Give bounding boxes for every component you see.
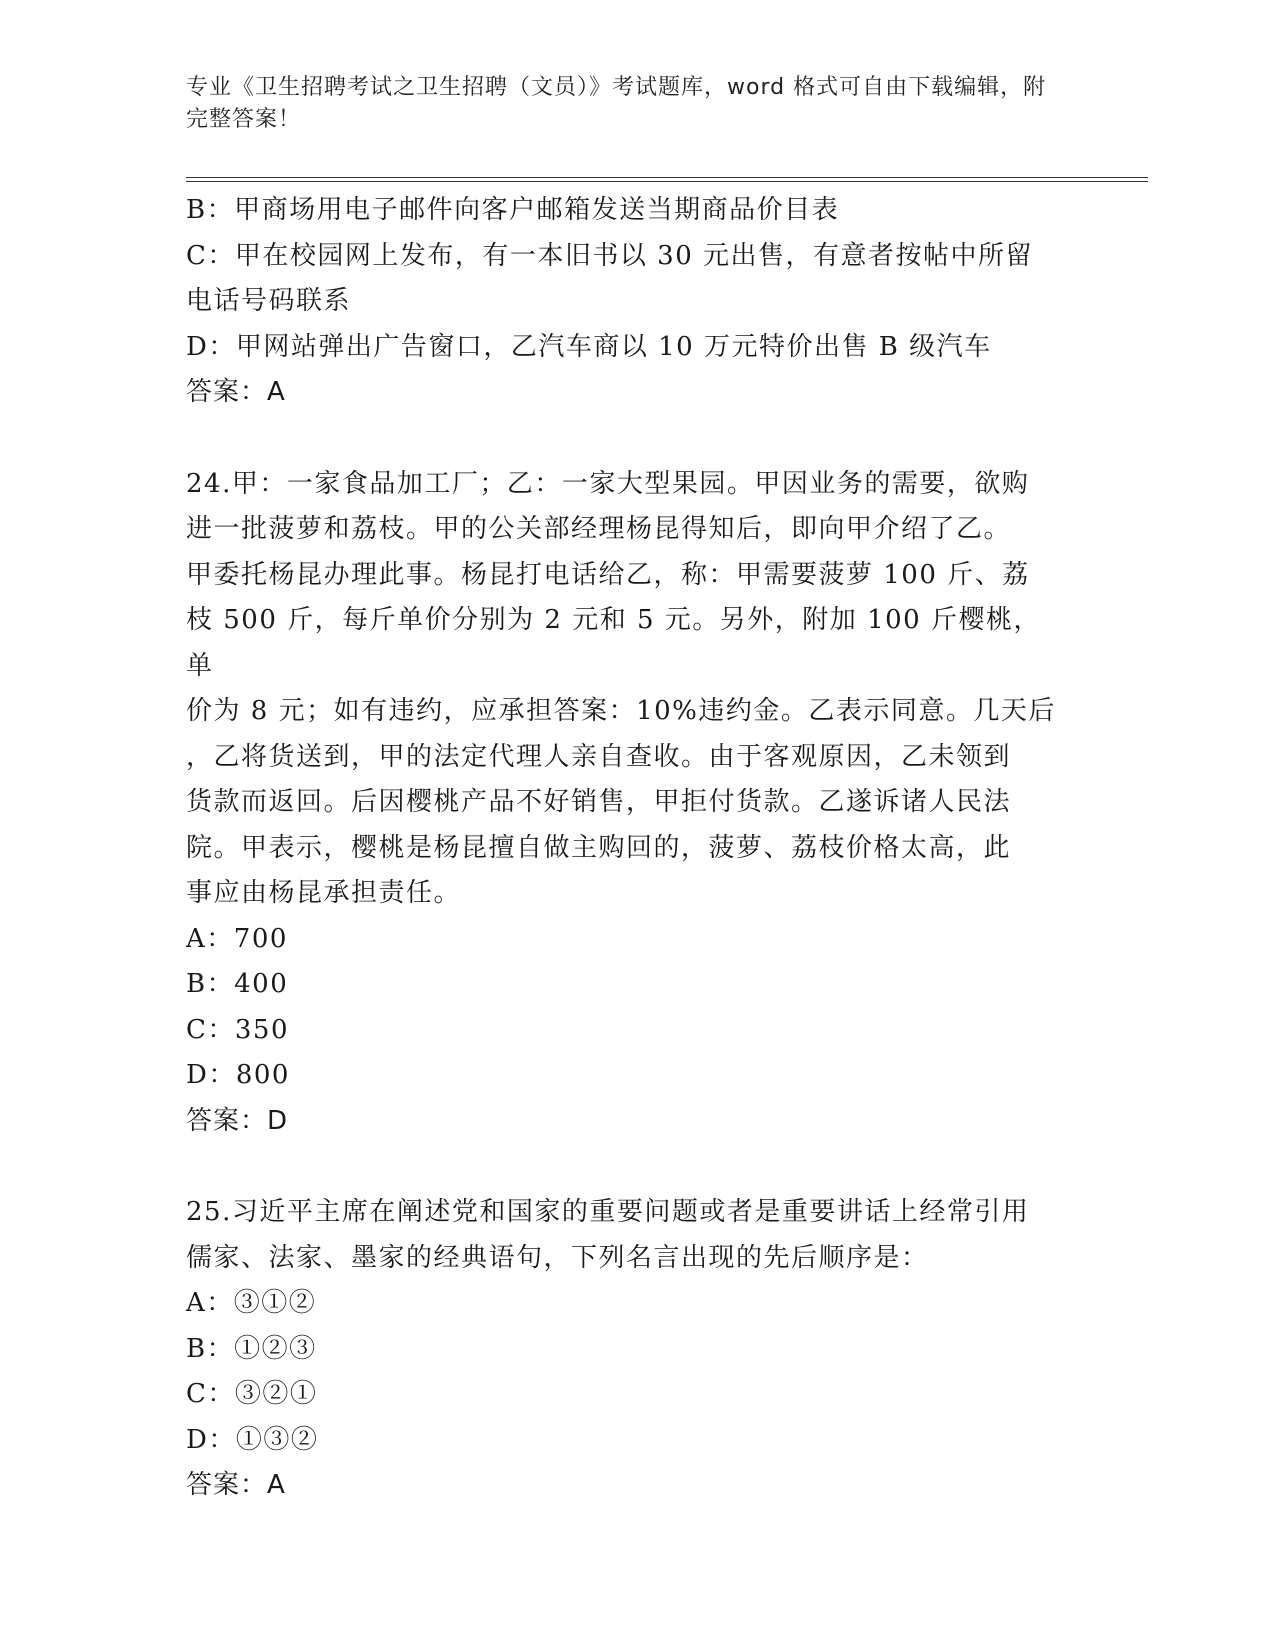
option-b: B：甲商场用电子邮件向客户邮箱发送当期商品价目表 bbox=[186, 195, 840, 225]
question-text-line: 24.甲：一家食品加工厂；乙：一家大型果园。甲因业务的需要，欲购 bbox=[186, 468, 1030, 499]
option-d: D：①③② bbox=[186, 1424, 319, 1455]
question-24 bbox=[186, 462, 1066, 1145]
question-text-line: 进一批菠萝和荔枝。甲的公关部经理杨昆得知后，即向甲介绍了乙。 bbox=[186, 514, 1012, 544]
question-text-line: 货款而返回。后因樱桃产品不好销售，甲拒付货款。乙遂诉诸人民法 bbox=[186, 787, 1012, 817]
spacer bbox=[186, 416, 1066, 462]
question-text-line: 价为 8 元；如有违约，应承担答案：10%违约金。乙表示同意。几天后 bbox=[186, 696, 1056, 726]
option-c: C：350 bbox=[186, 1014, 290, 1045]
question-text-line: 枝 500 斤，每斤单价分别为 2 元和 5 元。另外，附加 100 斤樱桃，单 bbox=[186, 605, 1041, 681]
question-23-continued bbox=[186, 188, 1066, 416]
option-c-line-2: 电话号码联系 bbox=[186, 286, 352, 316]
question-25 bbox=[186, 1190, 1066, 1509]
header-divider-bottom bbox=[186, 181, 1148, 182]
header-title: 专业《卫生招聘考试之卫生招聘（文员）》考试题库，word 格式可自由下载编辑，附完整答案！ bbox=[186, 75, 1047, 132]
answer: 答案：A bbox=[186, 1470, 286, 1500]
question-text-line: 25.习近平主席在阐述党和国家的重要问题或者是重要讲话上经常引用 bbox=[186, 1197, 1030, 1227]
option-c: C：③②① bbox=[186, 1379, 318, 1409]
question-text-line: 院。甲表示，樱桃是杨昆擅自做主购回的，菠萝、荔枝价格太高，此 bbox=[186, 832, 1012, 863]
spacer bbox=[186, 1144, 1066, 1190]
question-text-line: 事应由杨昆承担责任。 bbox=[186, 878, 462, 908]
question-text-line: ，乙将货送到，甲的法定代理人亲自查收。由于客观原因，乙未领到 bbox=[186, 741, 1012, 772]
question-text-line: 甲委托杨昆办理此事。杨昆打电话给乙，称：甲需要菠萝 100 斤、荔 bbox=[186, 559, 1030, 590]
answer: 答案：A bbox=[186, 377, 286, 407]
document-header bbox=[186, 72, 1066, 136]
header-divider-top bbox=[186, 177, 1148, 178]
option-a: A：③①② bbox=[186, 1288, 317, 1318]
question-text-line: 儒家、法家、墨家的经典语句，下列名言出现的先后顺序是： bbox=[186, 1242, 929, 1273]
option-b: B：①②③ bbox=[186, 1333, 317, 1364]
option-c-line-1: C：甲在校园网上发布，有一本旧书以 30 元出售，有意者按帖中所留 bbox=[186, 240, 1034, 271]
option-b: B：400 bbox=[186, 969, 289, 999]
option-d: D：甲网站弹出广告窗口，乙汽车商以 10 万元特价出售 B 级汽车 bbox=[186, 331, 992, 362]
answer: 答案：D bbox=[186, 1105, 289, 1136]
option-d: D：800 bbox=[186, 1060, 290, 1090]
option-a: A：700 bbox=[186, 923, 288, 954]
question-content bbox=[186, 188, 1066, 1509]
